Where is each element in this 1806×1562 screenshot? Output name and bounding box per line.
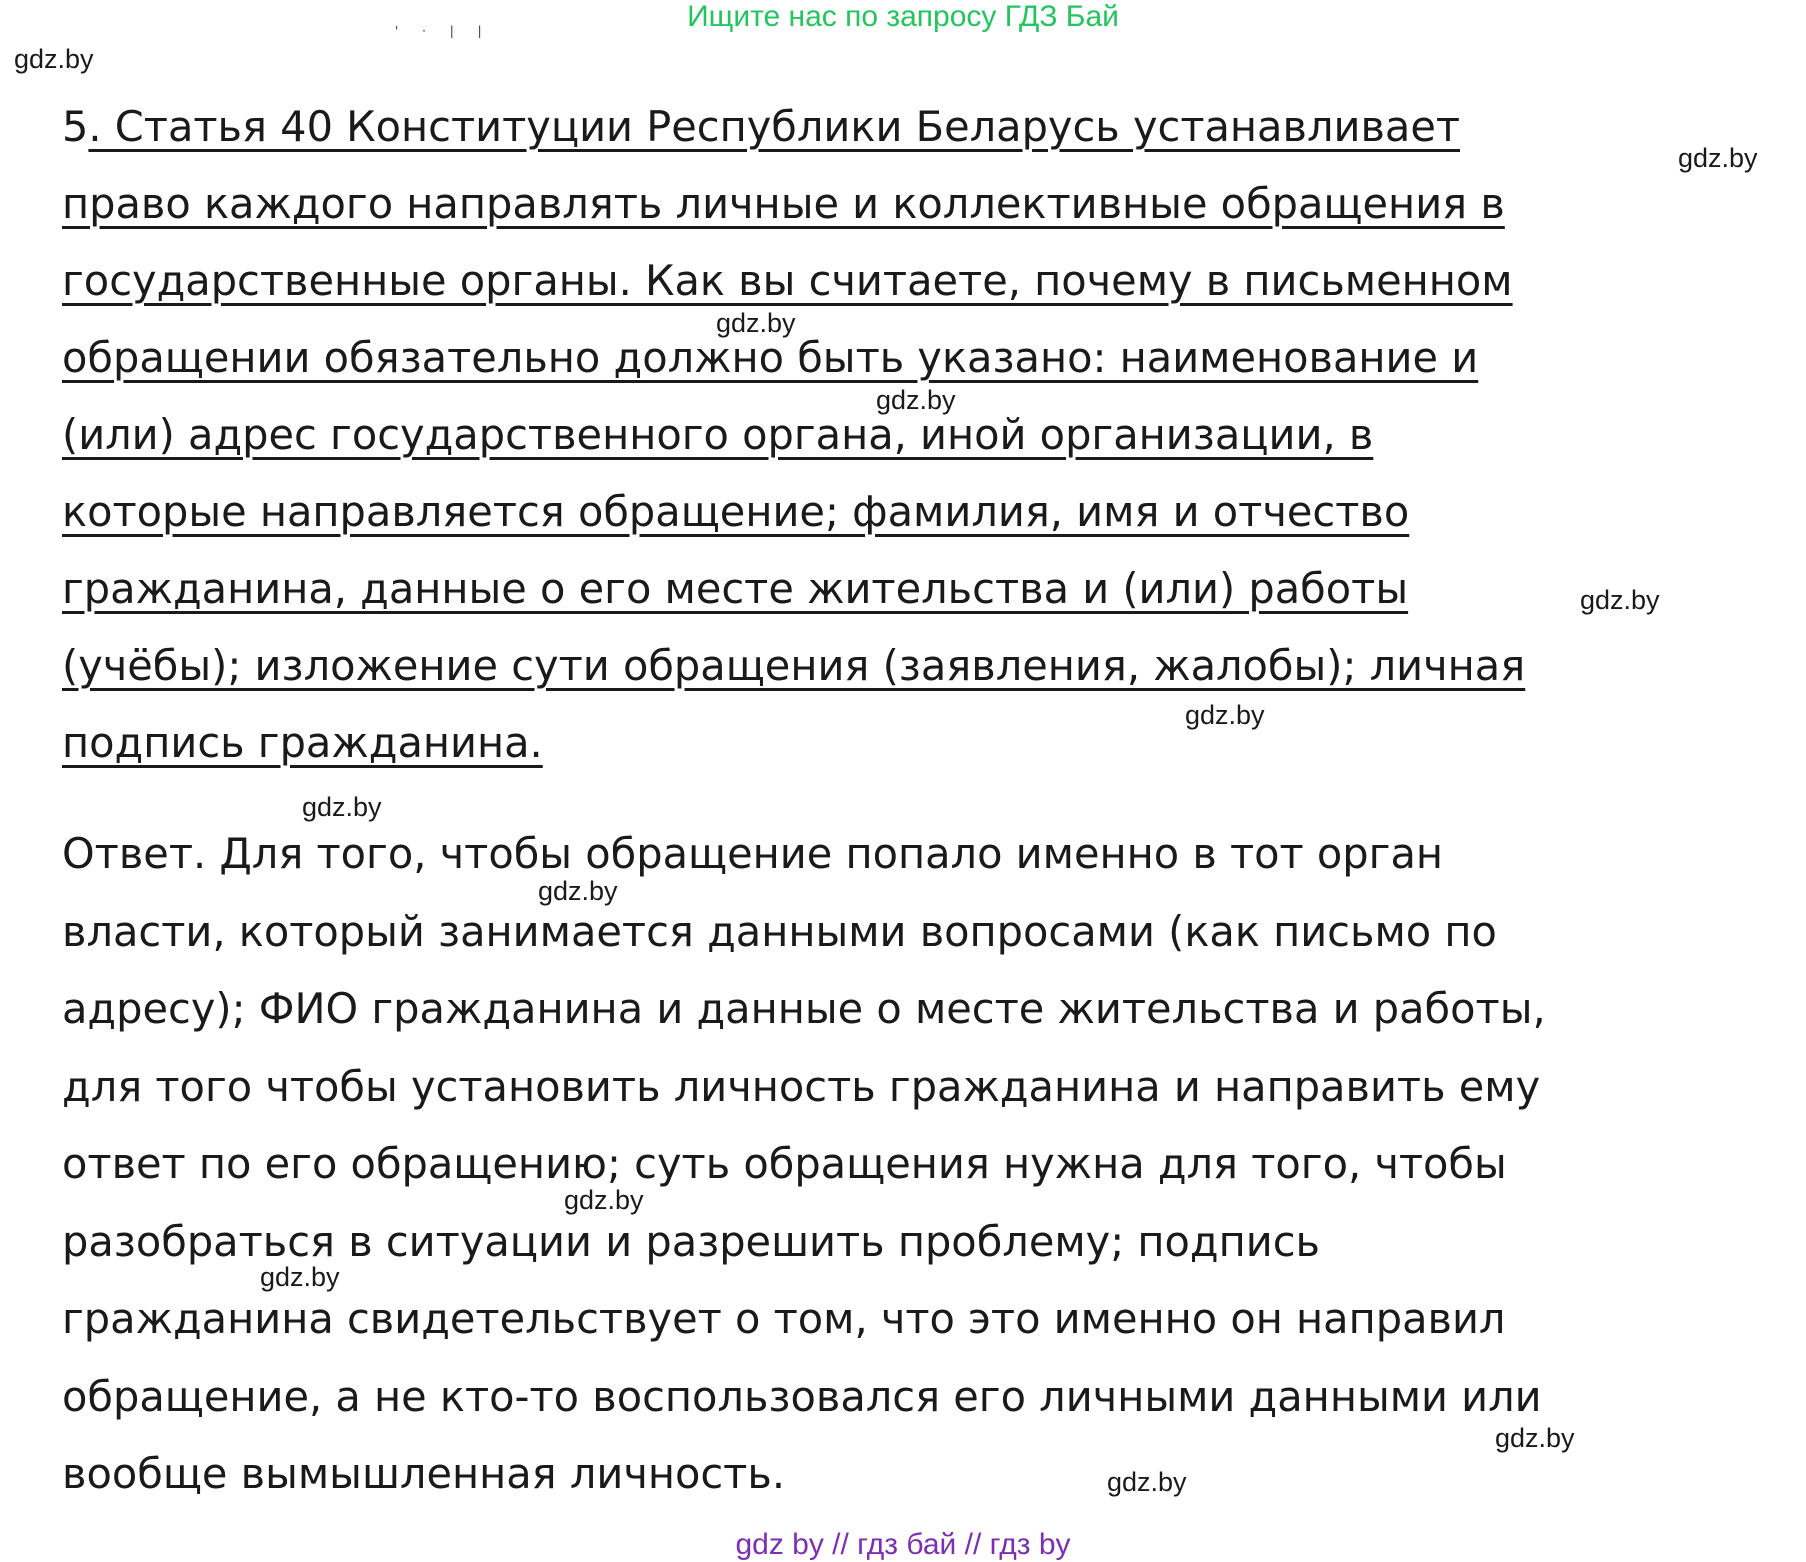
search-banner: Ищите нас по запросу ГДЗ Бай xyxy=(687,0,1119,33)
watermark: gdz.by xyxy=(1678,143,1758,173)
answer-line: ответ по его обращению; суть обращения нужна для того, чтобы xyxy=(62,1139,1507,1188)
answer-line: вообще вымышленная личность. xyxy=(62,1449,786,1498)
answer-line: власти, который занимается данными вопросами (как письмо по xyxy=(62,906,1497,956)
question-line xyxy=(62,627,1762,704)
footer-links: gdz by // гдз бай // гдз by xyxy=(735,1528,1071,1561)
watermark: gdz.by xyxy=(302,792,382,822)
question-line xyxy=(62,88,1762,165)
question-line xyxy=(62,165,1762,242)
answer-line: разобраться в ситуации и разрешить проблему; подпись xyxy=(62,1216,1320,1266)
question-text: право каждого направлять личные и коллективные обращения в xyxy=(62,179,1505,228)
watermark: gdz.by xyxy=(260,1262,340,1292)
answer-line: Ответ. Для того, чтобы обращение попало именно в тот орган xyxy=(62,829,1444,878)
watermark: gdz.by xyxy=(716,308,796,338)
question-text: (или) адрес государственного органа, иной организации, в xyxy=(62,410,1374,459)
watermark: gdz.by xyxy=(538,876,618,906)
question-text: обращении обязательно должно быть указано: наименование и xyxy=(62,333,1479,382)
question-line xyxy=(62,473,1762,550)
answer-line: гражданина свидетельствует о том, что это именно он направил xyxy=(62,1294,1506,1343)
question-text: гражданина, данные о его месте жительства и (или) работы xyxy=(62,564,1409,613)
question-line xyxy=(62,242,1762,319)
question-text: подпись гражданина. xyxy=(62,718,543,767)
answer-block xyxy=(62,815,1762,1513)
question-text: (учёбы); изложение сути обращения (заявления, жалобы); личная xyxy=(62,641,1526,690)
answer-line: адресу); ФИО гражданина и данные о месте жительства и работы, xyxy=(62,984,1546,1033)
watermark: gdz.by xyxy=(876,385,956,415)
watermark: gdz.by xyxy=(1107,1467,1187,1497)
question-line xyxy=(62,319,1762,396)
question-text: которые направляется обращение; фамилия, имя и отчество xyxy=(62,487,1410,536)
watermark: gdz.by xyxy=(1580,585,1660,615)
question-line xyxy=(62,396,1762,473)
watermark: gdz.by xyxy=(14,44,94,74)
question-number: 5 xyxy=(62,102,89,151)
question-text: государственные органы. Как вы считаете, почему в письменном xyxy=(62,256,1513,305)
watermark: gdz.by xyxy=(1495,1423,1575,1453)
question-block xyxy=(62,88,1762,781)
question-text: . Статья 40 Конституции Республики Беларусь устанавливает xyxy=(88,102,1461,151)
watermark: gdz.by xyxy=(1185,700,1265,730)
question-line xyxy=(62,704,1762,781)
question-line xyxy=(62,550,1762,627)
watermark: gdz.by xyxy=(564,1185,644,1215)
answer-line: для того чтобы установить личность гражданина и направить ему xyxy=(62,1061,1541,1111)
answer-line: обращение, а не кто-то воспользовался его личными данными или xyxy=(62,1371,1542,1421)
top-artifact: ' · | | xyxy=(395,24,492,38)
